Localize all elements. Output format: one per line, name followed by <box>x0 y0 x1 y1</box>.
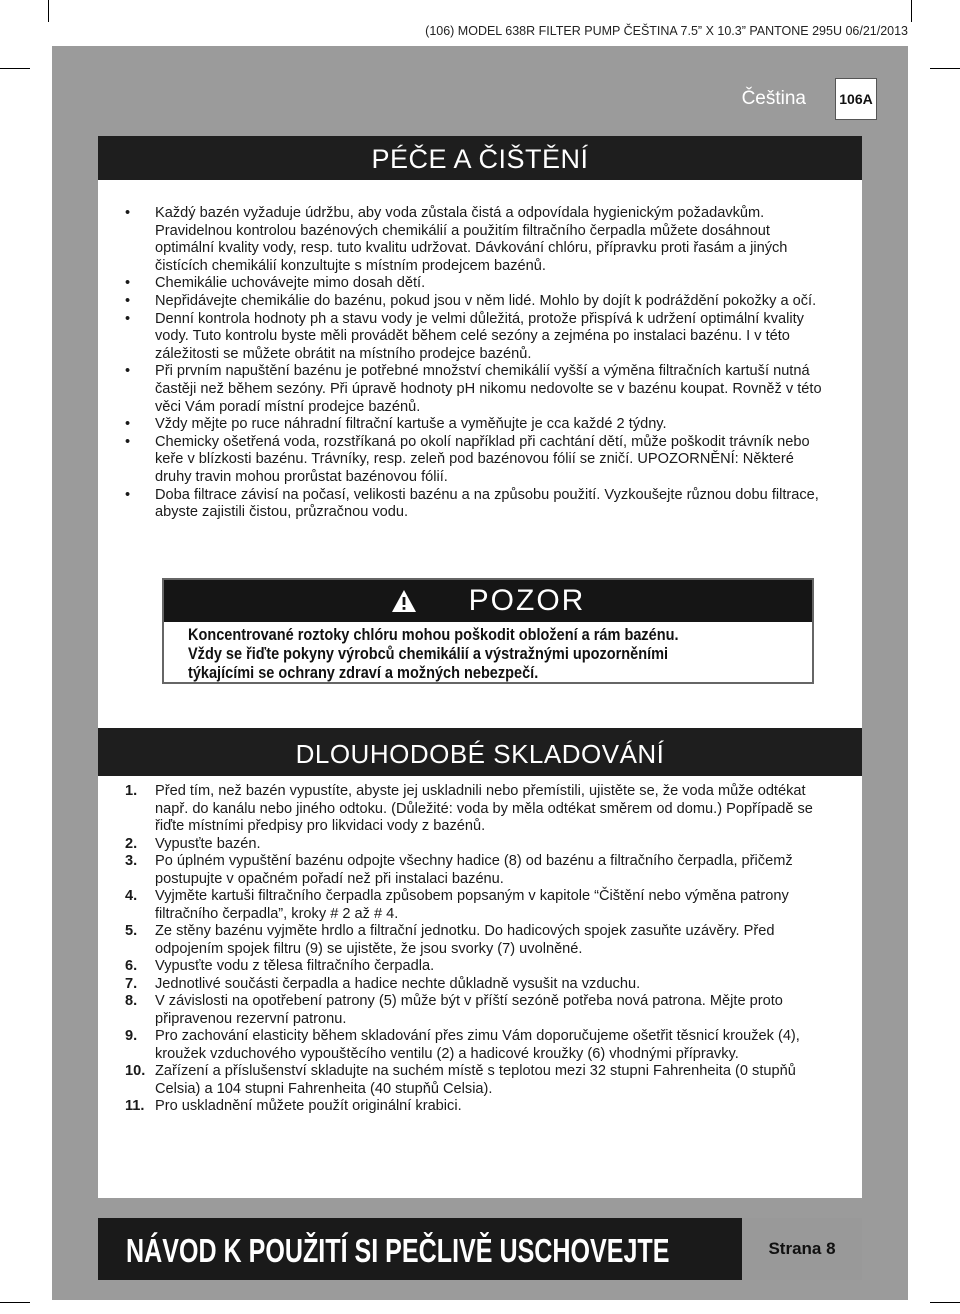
storage-title-text: DLOUHODOBÉ SKLADOVÁNÍ <box>295 739 665 769</box>
crop-mark <box>48 0 49 22</box>
step-item <box>125 888 830 923</box>
warning-line: týkajícími se ochrany zdraví a možných nebezpečí. <box>188 664 539 682</box>
step-item <box>125 853 830 888</box>
step-text: Pro zachování elasticity během skladování přes zimu Vám doporučujeme ošetřit těsnicí kroužek (4), kroužek vzduchového vypouštěcího ventilu (2) a hadicové kroužky (6) vhodnými přípravky. <box>155 1028 800 1062</box>
step-number: 9. <box>125 1028 138 1044</box>
storage-steps <box>125 783 830 1116</box>
step-item <box>125 993 830 1028</box>
list-item: • Při prvním napuštění bazénu je potřebné množství chemikálií vyšší a výměna filtračních kartuší nutná častěji než během sezóny. Při úpravě hodnoty pH nikomu nedovolte se v bazénu koupat. Rovněž v této věci Vám poradí místní prodejce bazénů. <box>125 363 825 416</box>
step-number: 8. <box>125 993 138 1009</box>
warning-triangle-icon <box>391 589 417 613</box>
list-item: • Nepřidávejte chemikálie do bazénu, pokud jsou v něm lidé. Mohlo by dojít k podráždění pokožky a očí. <box>125 293 825 311</box>
care-section-title <box>98 136 862 180</box>
crop-mark <box>911 0 912 22</box>
care-list <box>125 205 825 522</box>
step-item <box>125 958 830 976</box>
care-title-text: PÉČE A ČIŠTĚNÍ <box>371 144 589 174</box>
crop-mark <box>0 1302 30 1303</box>
list-item: • Chemikálie uchovávejte mimo dosah dětí. <box>125 275 825 293</box>
step-text: Po úplném vypuštění bazénu odpojte všechny hadice (8) od bazénu a filtračního čerpadla, přičemž postupujte v opačném pořadí než při instalaci bazénu. <box>155 853 793 887</box>
warning-box <box>162 578 814 684</box>
step-text: Jednotlivé součásti čerpadla a hadice nechte důkladně vysušit na vzduchu. <box>155 975 641 992</box>
step-text: Vyjměte kartuši filtračního čerpadla způsobem popsaným v kapitole “Čištění nebo výměna patrony filtračního čerpadla”, kroky # 2 až # 4. <box>155 888 789 922</box>
warning-title: POZOR <box>468 584 586 617</box>
warning-text <box>188 626 716 683</box>
step-number: 3. <box>125 853 138 869</box>
list-item: • Denní kontrola hodnoty ph a stavu vody je velmi důležitá, protože přispívá k udržení optimální kvality vody. Tuto kontrolu byste měli provádět během celé sezóny a zejména po instalaci bazénu. I v této záležitosti se můžete obrátit na místního prodejce bazénů. <box>125 311 825 364</box>
step-number: 5. <box>125 923 138 939</box>
step-item <box>125 1063 830 1098</box>
crop-mark <box>930 68 960 69</box>
step-text: Ze stěny bazénu vyjměte hrdlo a filtrační jednotku. Do hadicových spojek zasuňte uzávěry. Před odpojením spojek filtru (9) se ujistěte, že jsou svorky (7) uvolněné. <box>155 923 775 957</box>
page-number: Strana 8 <box>742 1218 862 1280</box>
crop-mark <box>930 1302 960 1303</box>
language-label: Čeština <box>741 88 806 109</box>
footer-title: NÁVOD K POUŽITÍ SI PEČLIVĚ USCHOVEJTE <box>126 1232 670 1269</box>
step-number: 6. <box>125 958 138 974</box>
warning-line: Vždy se řiďte pokyny výrobců chemikálií a výstražnými upozorněními <box>188 645 669 663</box>
step-item <box>125 1028 830 1063</box>
list-item: • Chemicky ošetřená voda, rozstříkaná po okolí například při cachtání dětí, může poškodit trávník nebo keře v blízkosti bazénu. Trávníky, resp. zeleň pod bazénovou fólií se zničí. UPOZORNĚNÍ: Některé druhy travin mohou prorůstat bazénovou fólií. <box>125 434 825 487</box>
step-item <box>125 923 830 958</box>
step-text: Vypusťte vodu z tělesa filtračního čerpadla. <box>155 958 435 974</box>
step-number: 1. <box>125 783 138 799</box>
step-item <box>125 976 830 994</box>
print-info-header: (106) MODEL 638R FILTER PUMP ČEŠTINA 7.5” X 10.3” PANTONE 295U 06/21/2013 <box>425 24 908 38</box>
footer-bar <box>98 1218 862 1280</box>
step-number: 4. <box>125 888 138 904</box>
step-number: 7. <box>125 975 138 992</box>
page-tab: 106A <box>835 78 877 120</box>
step-item <box>125 1098 830 1116</box>
storage-section-title <box>98 728 862 776</box>
step-text: Před tím, než bazén vypustíte, abyste jej uskladnili nebo přemístili, ujistěte se, že voda může odtékat např. do kanálu nebo jiného odtoku. (Důležité: voda by měla odtékat směrem od domu.) Popřípadě se řiďte místními předpisy pro likvidaci vody z bazénů. <box>155 783 813 834</box>
warning-line: Koncentrované roztoky chlóru mohou poškodit obložení a rám bazénu. <box>188 626 679 644</box>
step-number: 11. <box>125 1098 145 1114</box>
crop-mark <box>0 68 30 69</box>
step-item <box>125 783 830 836</box>
step-text: Vypusťte bazén. <box>155 835 261 852</box>
step-number: 2. <box>125 835 138 852</box>
step-item <box>125 836 830 854</box>
step-number: 10. <box>125 1063 146 1079</box>
list-item: • Vždy mějte po ruce náhradní filtrační kartuše a vyměňujte je cca každé 2 týdny. <box>125 416 825 434</box>
step-text: Pro uskladnění můžete použít originální krabici. <box>155 1098 462 1114</box>
list-item: • Každý bazén vyžaduje údržbu, aby voda zůstala čistá a odpovídala hygienickým požadavkům. Pravidelnou kontrolou bazénových chemikálií a použitím filtračního čerpadla můžete dosáhnout optimální kvality vody, resp. tuto kvalitu udržovat. Dávkování chlóru, přípravku proti řasám a jiných čistících chemikálií konzultujte s místním prodejcem bazénů. <box>125 205 825 275</box>
list-item: • Doba filtrace závisí na počasí, velikosti bazénu a na způsobu použití. Vyzkoušejte různou dobu filtrace, abyste zajistili čistou, průzračnou vodu. <box>125 487 825 522</box>
warning-header <box>164 580 812 622</box>
step-text: V závislosti na opotřebení patrony (5) může být v příští sezóně potřeba nová patrona. Mějte proto připravenou rezervní patronu. <box>155 993 783 1027</box>
step-text: Zařízení a příslušenství skladujte na suchém místě s teplotou mezi 32 stupni Fahrenheita (0 stupňů Celsia) a 104 stupni Fahrenheita (40 stupňů Celsia). <box>155 1063 796 1097</box>
